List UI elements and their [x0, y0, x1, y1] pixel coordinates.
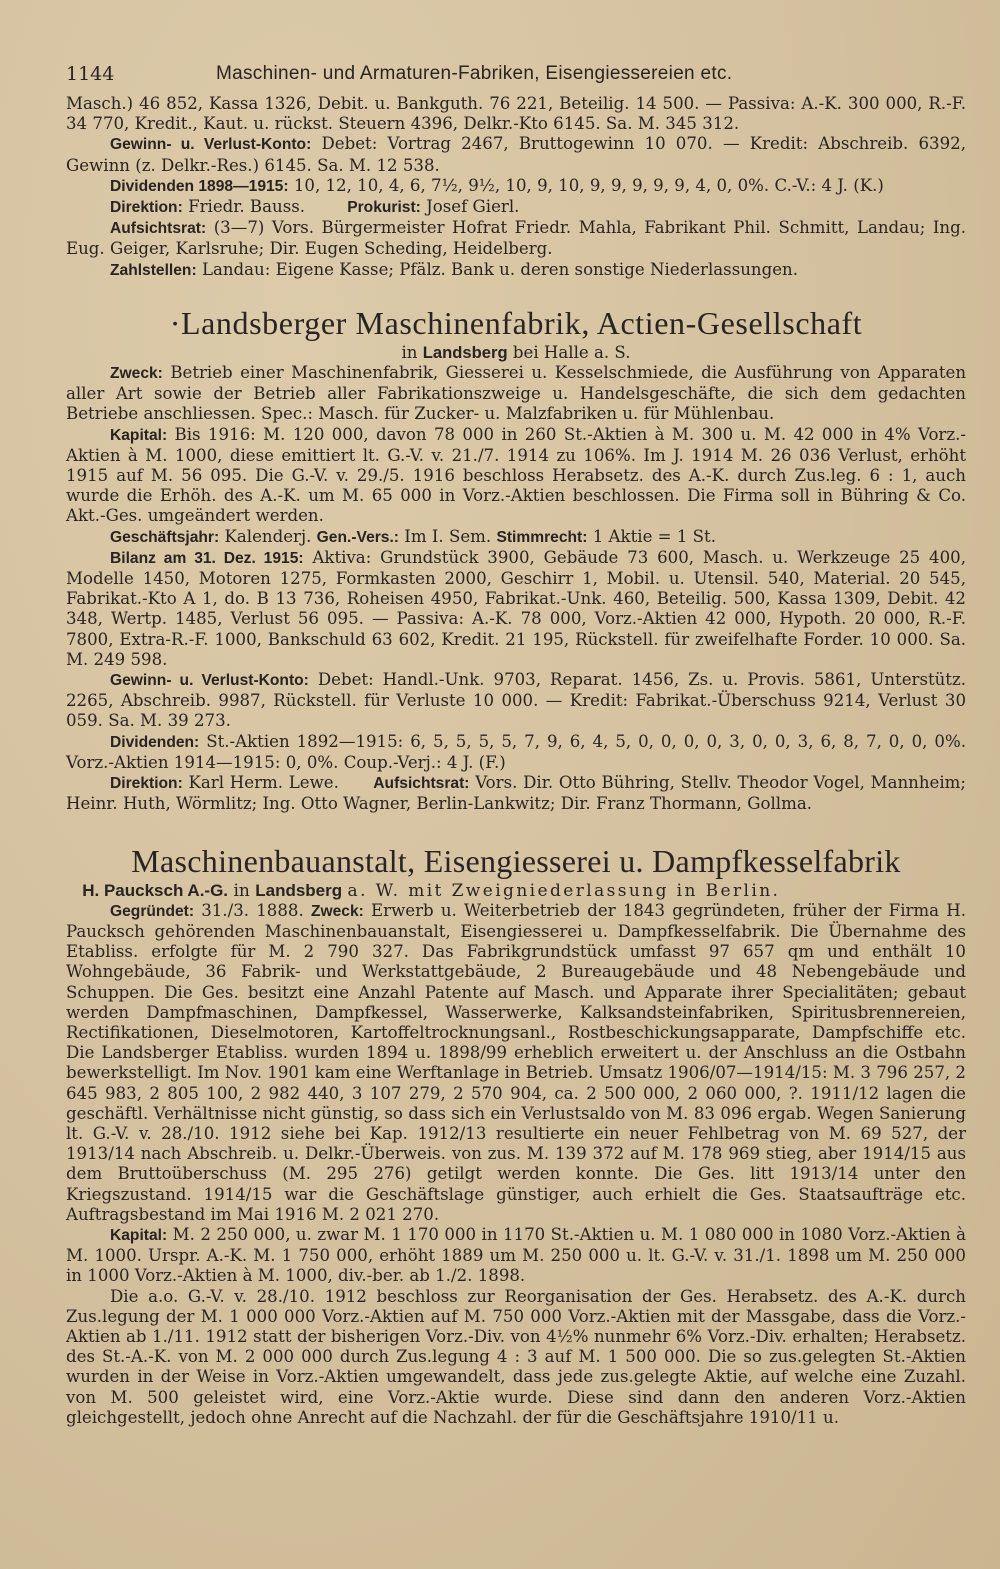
div-text: St.-Aktien 1892—1915: 6, 5, 5, 5, 5, 7, 9, 6, 4, 5, 0, 0, 0, 0, 3, 0, 0, 3, 6, 8, 7, 0, 0, 0%. Vorz.-Aktien 1914—1915: 0, 0%. Coup.-Verj.: 4 J. (F.): [66, 731, 966, 772]
landsberger-zweck: [66, 363, 966, 425]
prev-prok-text: Josef Gierl.: [426, 197, 520, 217]
paucksch-gegr: [66, 901, 966, 1225]
kapital-text: Bis 1916: M. 120 000, davon 78 000 in 260 St.-Aktien à M. 300 u. M. 42 000 in 4% Vorz.-Aktien à M. 1000, diese emittiert lt. G.-V. v. 21./7. 1914 zu 106%. Im J. 1914 M. 26 036 Verlust, erhöht 1915 auf M. 56 095. Die G.-V. v. 29./5. 1916 beschloss Herabsetz. des A.-K. durch Zus.leg. 6 : 1, auch wurde die Erhöh. des A.-K. um M. 65 000 in Vorz.-Aktien beschlossen. Die Firma soll in Bühring & Co. Akt.-Ges. umgeändert werden.: [66, 424, 966, 526]
prev-guv: [66, 134, 966, 175]
paucksch-kapital: [66, 1225, 966, 1287]
prev-balance-text: Masch.) 46 852, Kassa 1326, Debit. u. Bankguth. 76 221, Beteilig. 14 500. — Passiva: A.-K. 300 000, R.-F. 34 770, Kredit., Kaut. u. rückst. Steuern 4396, Delkr.-Kto 6145. Sa. M. 345 312.: [66, 94, 966, 134]
location-post: bei Halle a. S.: [512, 342, 631, 362]
landsberger-bilanz: [66, 548, 966, 670]
landsberger-meta: [66, 527, 966, 548]
prev-ar-text: (3—7) Vors. Bürgermeister Hofrat Friedr. Mahla, Fabrikant Phil. Schmitt, Landau; Ing. Eug. Geiger, Karlsruhe; Dir. Eugen Scheding, Heidelberg.: [66, 218, 966, 259]
ar-text: Vors. Dir. Otto Bühring, Stellv. Theodor Vogel, Mannheim; Heinr. Huth, Wörmlitz; Ing. Otto Wagner, Berlin-Lankwitz; Dir. Franz Thormann, Gollma.: [66, 773, 966, 814]
landsberger-location: [66, 343, 966, 363]
landsberger-management: [66, 773, 966, 814]
location-city: Landsberg: [422, 342, 508, 362]
gv-text: Im I. Sem.: [404, 526, 492, 546]
gj-text: Kalenderj.: [224, 526, 312, 546]
prev-zahl-text: Landau: Eigene Kasse; Pfälz. Bank u. deren sonstige Niederlassungen.: [201, 259, 798, 279]
pauck-zweck-label: Zweck:: [310, 902, 364, 920]
dir-text: Karl Herm. Lewe.: [188, 773, 339, 793]
paucksch-firm: [66, 881, 966, 901]
prev-dir-label: Direktion:: [110, 199, 183, 217]
prev-dir-text: Friedr. Bauss.: [188, 197, 305, 217]
pauck-zweck-text: Erwerb u. Weiterbetrieb der 1843 gegründeten, früher der Firma H. Paucksch gehörenden Maschinenbauanstalt, Eisengiesserei u. Dampfkesselfabrik. Die Übernahme des Etabliss. erfolgte für M. 2 790 327. Das Fabrikgrundstück umfasst 97 657 qm und enthält 10 Wohngebäude, 36 Fabrik- und Werkstattgebäude, 2 Bureaugebäude und 48 Nebengebäude und Schuppen. Die Ges. besitzt eine Anzahl Patente auf Masch. und Apparate ihrer Specialitäten; gebaut werden Dampfmaschinen, Dampfkessel, Wasserwerke, Kalksandsteinfabriken, Spiritusbrennereien, Rectifikationen, Dieselmotoren, Kartoffeltrocknungsanl., Rostbeschickungsapparate, Dampfschiffe etc. Die Landsberger Etabliss. wurden 1894 u. 1898/99 erheblich erweitert u. der Anschluss an die Ostbahn bewerkstelligt. Im Nov. 1901 kam eine Werftanlage in Betrieb. Umsatz 1906/07—1914/15: M. 3 796 257, 2 645 983, 2 805 100, 2 982 440, 3 107 279, 2 570 904, ca. 2 500 000, 2 060 000, ?. 1911/12 lagen die geschäftl. Verhältnisse nicht günstig, so dass sich ein Verlustsaldo von M. 83 096 ergab. Wegen Sanierung lt. G.-V. v. 28./10. 1912 siehe bei Kap. 1912/13 resultierte ein neuer Fehlbetrag von M. 69 527, der 1913/14 nach Abschreib. u. Delkr.-Überweis. von zus. M. 139 372 auf M. 178 969 stieg, aber 1914/15 aus dem Bruttoüberschuss (M. 295 276) getilgt werden konnte. Die Ges. litt 1913/14 unter den Kriegszustand. 1914/15 war die Geschäftslage günstiger, auch erhielt die Ges. Staatsaufträge etc. Auftragsbestand im Mai 1916 M. 2 021 270.: [66, 900, 966, 1224]
guv-text: Debet: Handl.-Unk. 9703, Reparat. 1456, Zs. u. Provis. 5861, Unterstütz. 2265, Abschreib. 9987, Rückstell. für Verluste 10 000. — Kredit: Fabrikat.-Überschuss 9214, Verlust 30 059. Sa. M. 39 273.: [66, 670, 966, 731]
paucksch-reorg: Die a.o. G.-V. v. 28./10. 1912 beschloss zur Reorganisation der Ges. Herabsetz. des A.-K. durch Zus.legung der M. 1 000 000 Vorz.-Aktien auf M. 750 000 Vorz.-Aktien mit der Massgabe, dass die Vorz.-Aktien ab 1./11. 1912 statt der bisherigen Vorz.-Div. von 4½% nunmehr 6% Vorz.-Div. erhalten; Herabsetz. des St.-A.-K. von M. 2 000 000 durch Zus.legung 4 : 3 auf M. 1 500 000. Die so zus.gelegten St.-Aktien wurden in der Weise in Vorz.-Aktien umgewandelt, dass jede zus.gelegte Aktie, auf welche eine Zuzahl. von M. 500 geleistet wird, eine Vorz.-Aktie wurde. Diese sind dann den anderen Vorz.-Aktien gleichgestellt, jedoch ohne Anrecht auf die Nachzahl. der für die Geschäftsjahre 1910/11 u.: [66, 1286, 966, 1427]
firm-post: a. W. mit Zweigniederlassung in Berlin.: [347, 880, 781, 901]
page-number: 1144: [66, 63, 115, 85]
landsberger-kapital: [66, 425, 966, 527]
landsberger-dividends: [66, 732, 966, 773]
guv-label: Gewinn- u. Verlust-Konto:: [110, 672, 309, 690]
prev-ar-label: Aufsichtsrat:: [110, 220, 207, 238]
gv-label: Gen.-Vers.:: [316, 528, 400, 546]
prev-div-label: Dividenden 1898—1915:: [110, 177, 289, 195]
landsberger-title: ·Landsberger Maschinenfabrik, Actien-Gesellschaft: [169, 304, 863, 341]
prev-direktion: [66, 197, 966, 218]
page-header: [66, 58, 946, 90]
body-text: [66, 94, 966, 1428]
firm-in: in: [233, 880, 250, 901]
firm-city: Landsberg: [255, 880, 343, 900]
bilanz-text: Aktiva: Grundstück 3900, Gebäude 73 600, Masch. u. Werkzeuge 25 400, Modelle 1450, Motoren 1275, Formkasten 2000, Geschirr 1, Mobil. u. Utensil. 540, Material. 20 545, Fabrikat.-Kto A 1, do. B 13 736, Roheisen 4950, Fabrikat.-Unk. 460, Beteilig. 500, Kassa 1309, Debit. 42 348, Wertp. 1485, Verlust 56 095. — Passiva: A.-K. 78 000, Vorz.-Aktien 42 000, Hypoth. 20 000, R.-F. 7800, Extra-R.-F. 1000, Bankschuld 63 602, Kredit. 21 195, Rückstell. für zweifelhafte Forder. 10 000. Sa. M. 249 598.: [66, 547, 966, 669]
landsberger-guv: [66, 670, 966, 732]
prev-aufsichtsrat: [66, 218, 966, 259]
location-pre: in: [401, 342, 418, 362]
zweck-text: Betrieb einer Maschinenfabrik, Giesserei u. Kesselschmiede, die Ausführung von Apparaten aller Art sowie der Betrieb aller Fabrikationszweige u. Handelsgeschäfte, die sich dem gedachten Betriebe anschliessen. Spec.: Masch. für Zucker- u. Malzfabriken u. für Mühlenbau.: [66, 363, 967, 424]
prev-zahl-label: Zahlstellen:: [110, 261, 197, 279]
prev-zahlstellen: [66, 260, 966, 281]
zweck-label: Zweck:: [110, 365, 163, 383]
prev-guv-text: Debet: Vortrag 2467, Bruttogewinn 10 070. — Kredit: Abschreib. 6392, Gewinn (z. Delkr.-Res.) 6145. Sa. M. 12 538.: [66, 134, 966, 175]
stimm-label: Stimmrecht:: [496, 528, 588, 546]
firm-name: H. Paucksch A.-G.: [82, 880, 229, 900]
bilanz-label: Bilanz am 31. Dez. 1915:: [110, 549, 304, 567]
kapital-label: Kapital:: [110, 426, 168, 444]
ar-label: Aufsichtsrat:: [373, 775, 470, 793]
prev-div-text: 10, 12, 10, 4, 6, 7½, 9½, 10, 9, 10, 9, 9, 9, 9, 9, 4, 0, 0%. C.-V.: 4 J. (K.): [293, 175, 884, 195]
gj-label: Geschäftsjahr:: [110, 528, 220, 546]
pauck-kapital-label: Kapital:: [110, 1226, 168, 1244]
running-title: Maschinen- und Armaturen-Fabriken, Eisengiessereien etc.: [216, 63, 733, 84]
gegr-text: 31./3. 1888.: [201, 900, 304, 920]
prev-guv-label: Gewinn- u. Verlust-Konto:: [110, 136, 312, 154]
stimm-text: 1 Aktie = 1 St.: [592, 526, 716, 546]
paucksch-title: Maschinenbauanstalt, Eisengiesserei u. Dampfkesselfabrik: [131, 842, 901, 879]
prev-prok-label: Prokurist:: [347, 199, 421, 217]
prev-dividends: [66, 176, 966, 197]
div-label: Dividenden:: [110, 733, 200, 751]
dir-label: Direktion:: [110, 775, 183, 793]
pauck-kapital-text: M. 2 250 000, u. zwar M. 1 170 000 in 1170 St.-Aktien u. M. 1 080 000 in 1080 Vorz.-Aktien à M. 1000. Urspr. A.-K. M. 1 750 000, erhöht 1889 um M. 250 000 u. lt. G.-V. v. 31./1. 1898 um M. 250 000 in 1000 Vorz.-Aktien à M. 1000, div.-ber. ab 1./2. 1898.: [66, 1224, 966, 1286]
gegr-label: Gegründet:: [110, 902, 195, 920]
